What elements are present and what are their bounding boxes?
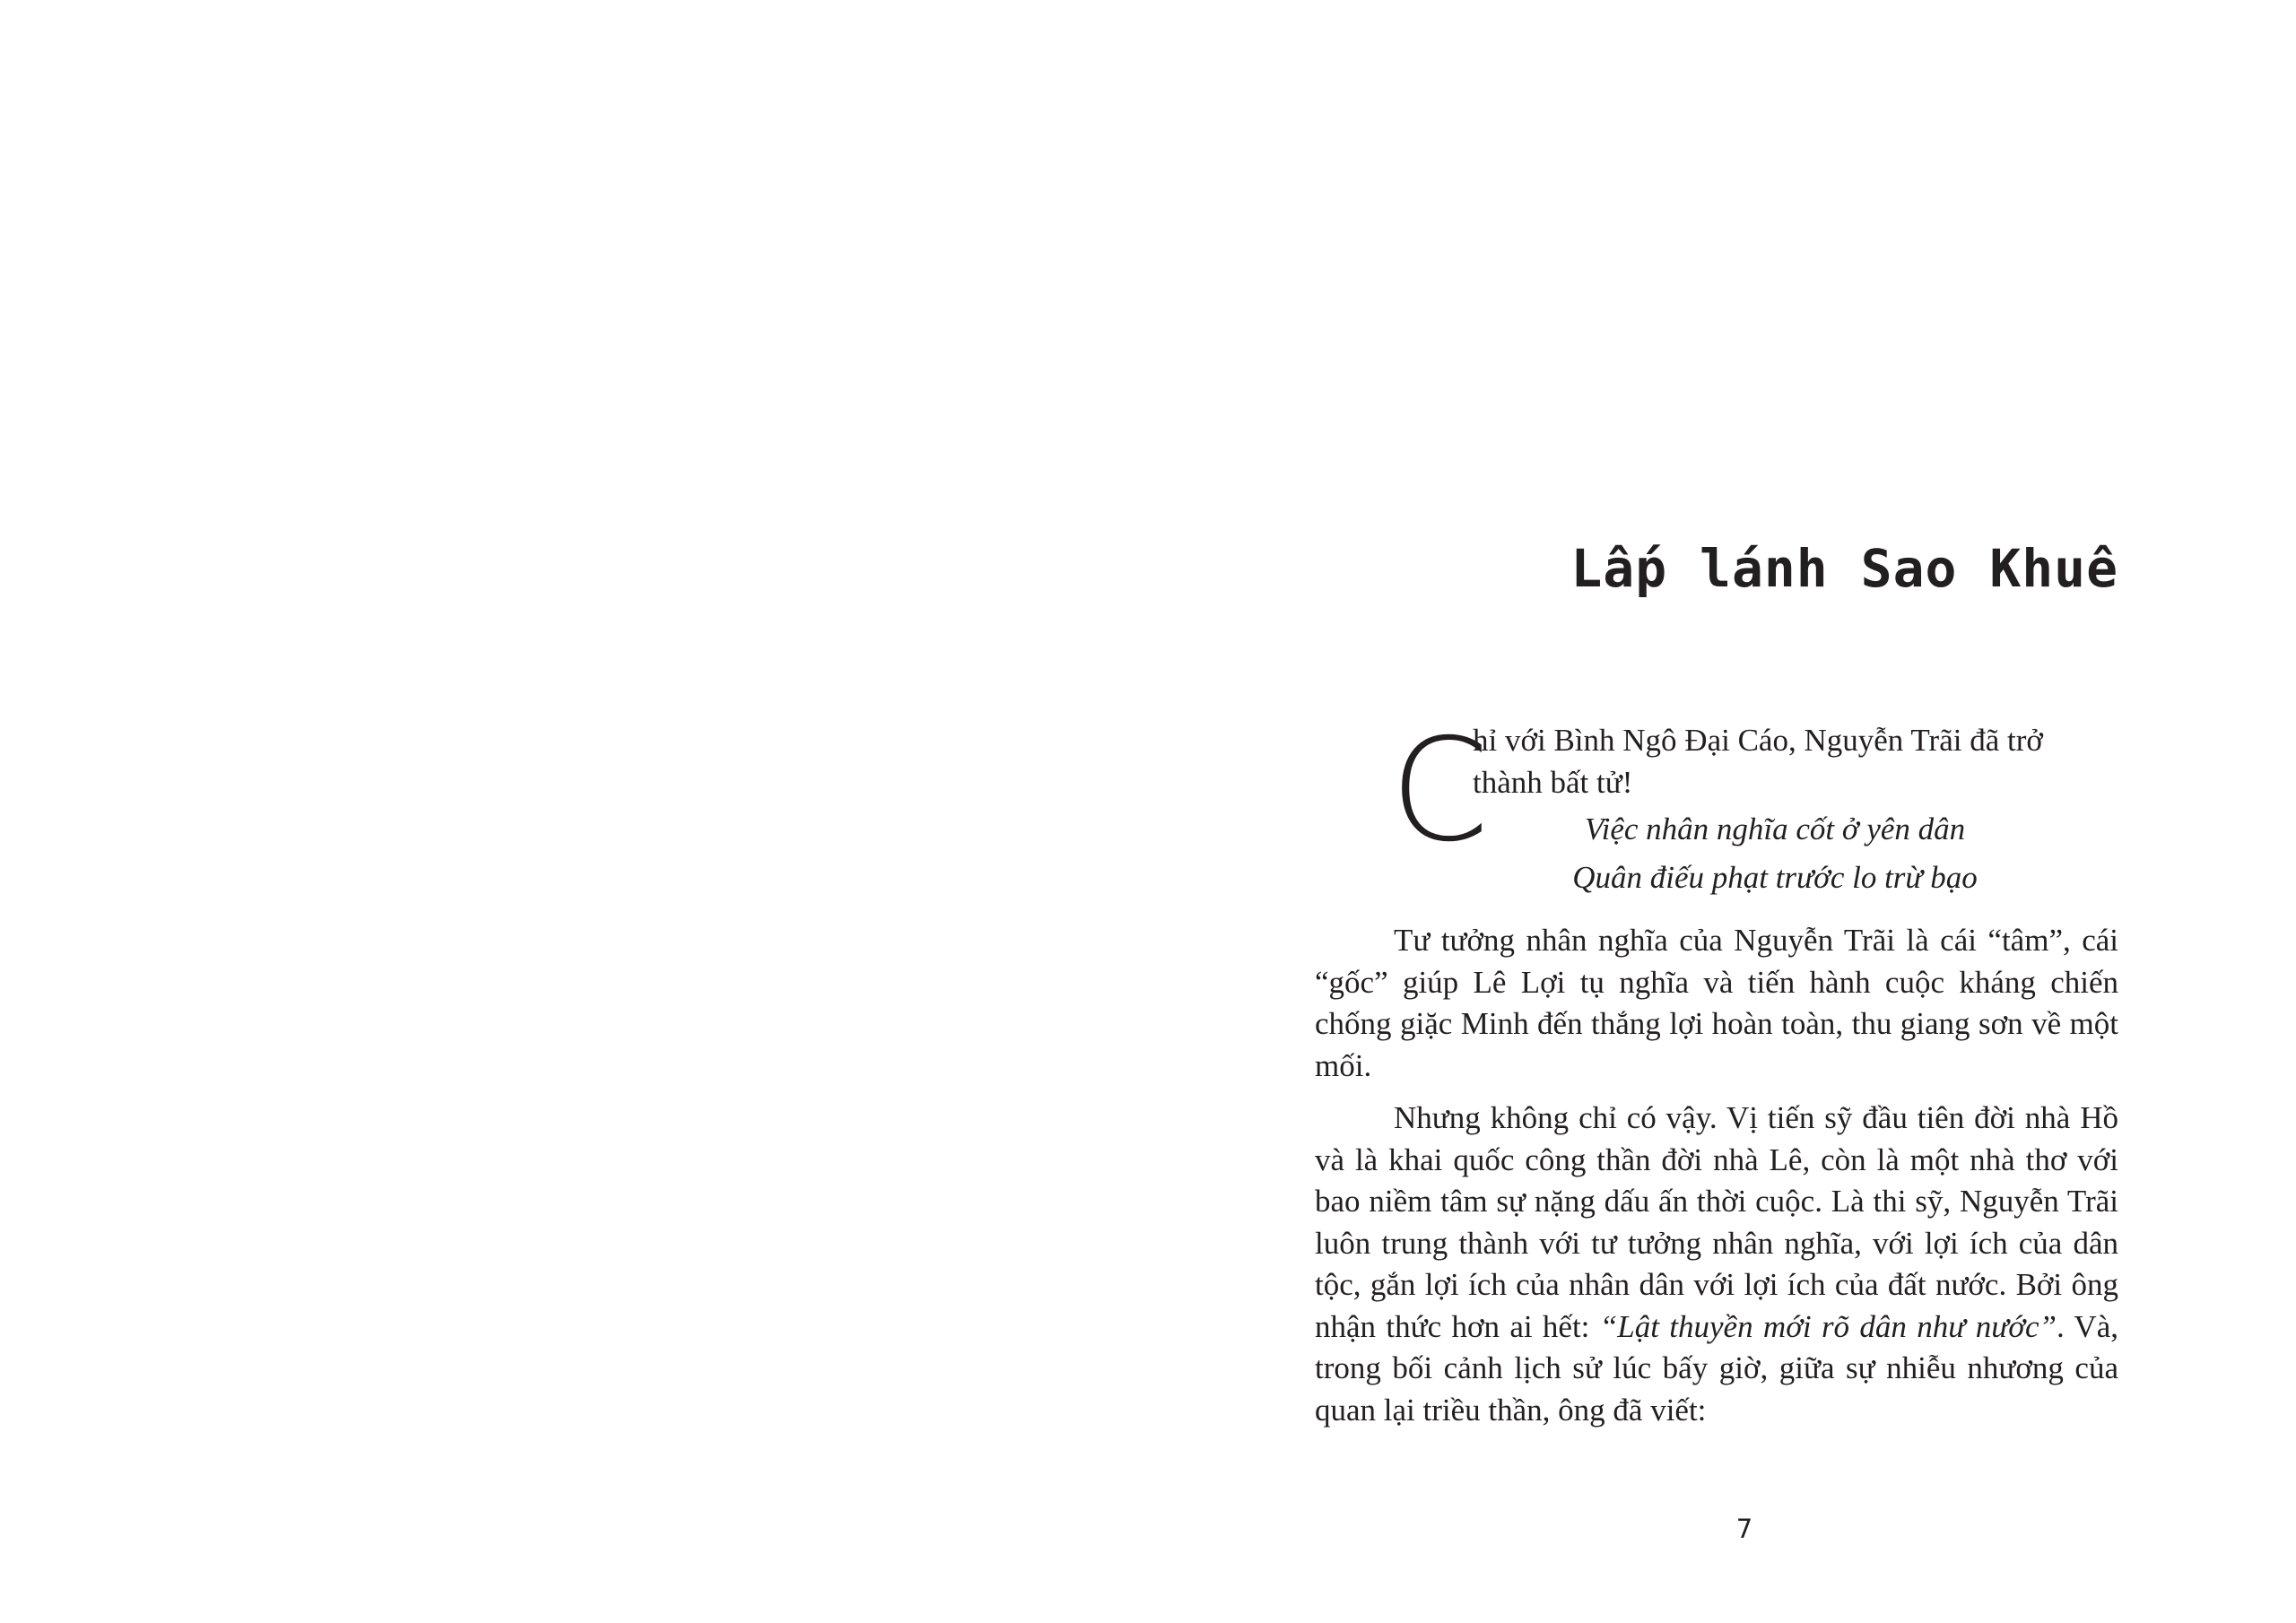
paragraph-3-text-end: . Và, trong bối cảnh lịch sử lúc bấy giờ, giữa sự nhiễu nhương của quan lại triều thần, ông đã viết:: [1315, 1308, 2118, 1428]
body-text: [1315, 708, 2118, 1431]
opening-line-2: thành bất tử!: [1473, 764, 1633, 800]
paragraph-3-text: Nhưng không chỉ có vậy. Vị tiến sỹ đầu tiên đời nhà Hồ và là khai quốc công thần đời nhà Lê, còn là một nhà thơ với bao niềm tâm sự nặng dấu ấn thời cuộc. Là thi sỹ, Nguyễn Trãi luôn trung thành với tư tưởng nhân nghĩa, với lợi ích của dân tộc, gắn lợi ích của nhân dân với lợi ích của đất nước. Bởi ông nhận thức hơn ai hết:: [1315, 1100, 2118, 1344]
page-number: 7: [1735, 1514, 1753, 1544]
opening-paragraph: [1315, 708, 2118, 873]
paragraph-3-quote: “Lật thuyền mới rõ dân như nước”: [1599, 1308, 2057, 1344]
opening-line-1: hỉ với Bình Ngô Đại Cáo, Nguyễn Trãi đã trở: [1473, 723, 2043, 758]
verse-line-2: Quân điếu phạt trước lo trừ bạo: [1572, 860, 1978, 895]
right-page: [1148, 0, 2296, 1623]
paragraph-2: Tư tưởng nhân nghĩa của Nguyễn Trãi là cái “tâm”, cái “gốc” giúp Lê Lợi tụ nghĩa và tiến hành cuộc kháng chiến chống giặc Minh đến thắng lợi hoàn toàn, thu giang sơn về một mối.: [1315, 923, 2118, 1083]
paragraph-3: [1315, 1098, 2118, 1431]
verse-line-1: Việc nhân nghĩa cốt ở yên dân: [1584, 812, 1966, 846]
chapter-title: Lấp lánh Sao Khuê: [1570, 538, 2118, 599]
drop-cap: C: [1390, 708, 1490, 873]
